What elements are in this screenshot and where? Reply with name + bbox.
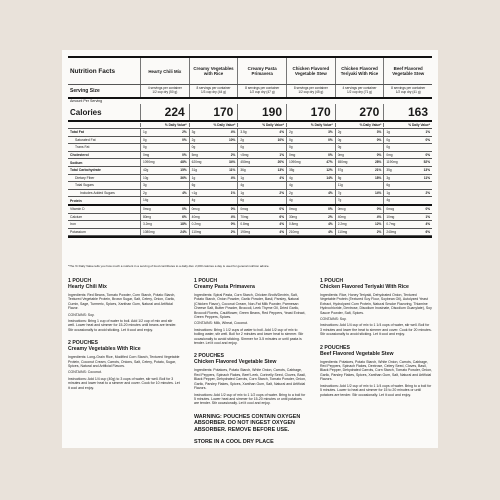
nutrient-amount: 1g [386, 130, 390, 134]
nutrient-amount: 0mg [289, 152, 296, 157]
nutrient-daily-value: 6% [182, 214, 187, 219]
nutrient-label: Total Fat [70, 130, 84, 135]
nutrient-row [68, 144, 432, 152]
nutrient-amount: 3g [143, 183, 147, 188]
nutrient-amount: 4g [191, 198, 196, 203]
nutrient-daily-value: 24% [180, 229, 187, 234]
product-name: Creamy Vegetables with Rice [189, 58, 238, 84]
nutrient-amount: 10g [143, 175, 149, 180]
nutrient-amount: 42g [143, 167, 149, 172]
nutrient-daily-value: 1% [425, 130, 431, 134]
nutrient-daily-value: 52% [423, 160, 431, 165]
nutrient-amount: 40mg [191, 214, 200, 219]
nutrient-label: Calcium [70, 214, 83, 219]
nutrient-amount: 210mg [289, 229, 299, 234]
calories-block [68, 99, 432, 122]
nutrient-amount: 57g [337, 167, 344, 172]
daily-value-header: % Daily Value* [286, 123, 335, 127]
recipe-instructions: Instructions: Bring 1 cup of water to boil. Add 1/2 cup of mix and stir well. Lower heat and simmer for 15-20 minutes until beans are tender. Stir occasionally to avoid sticking. Let it cool and enjoy. [68, 319, 177, 332]
pouch-count: 2 POUCHES [320, 344, 350, 351]
nutrient-label: Includes Added Sugars [80, 191, 115, 196]
nutrient-amount: 650mg [337, 160, 348, 165]
nutrient-amount: 30mg [289, 214, 297, 219]
product-name: Beef Flavored Vegetable Stew [383, 58, 432, 84]
nutrient-amount: 0g [143, 145, 147, 150]
nutrient-amount: 35g [386, 167, 392, 172]
nutrient-amount: 0.8mg [289, 222, 298, 227]
recipe-block [320, 278, 432, 337]
nutrient-daily-value: 4% [279, 222, 285, 227]
nutrient-row [68, 190, 432, 198]
recipe-name: Creamy Vegetables With Rice [68, 346, 141, 353]
nutrient-label: Cholesterol [70, 153, 89, 158]
nutrient-amount: 3.5g [240, 130, 247, 134]
nutrient-row [68, 197, 432, 206]
nutrient-daily-value: 0% [425, 137, 431, 142]
nutrient-amount: 1g [240, 175, 244, 180]
nutrient-daily-value: 0% [182, 137, 187, 142]
recipe-ingredients: Ingredients: Red Beans, Tomato Powder, Corn Starch, Potato Starch, Textured Vegetable Protein, Brown Sugar, Salt, Celery, Onion, Garlic, Cumin, Sage, Turmeric, Spices, Xanthan Gum, Natural and Artificial Flavor. [68, 293, 176, 311]
nutrient-label: Iron [70, 222, 76, 227]
recipe-ingredients: Ingredients: Potatoes, Potato Starch, White Onion, Carrots, Cabbage, Red Peppers, Spinach Flakes, Beef Leek, Corinelly Seed, Cloves, Basil, Black Pepper, Dehydrated Carrots, Corn Starch, Tomato Powder, Onion, Garlic, Parsley Flakes, Spices, Xanthan Gum, Salt, Natural and Artificial Flavors. [194, 368, 306, 391]
nutrient-amount: 0mcg [337, 206, 346, 211]
nutrient-daily-value [261, 144, 286, 151]
nutrient-daily-value: 0% [182, 206, 187, 211]
nutrient-row [68, 229, 432, 237]
nutrient-amount: 10mg [386, 214, 395, 219]
nutrient-daily-value: 0% [376, 137, 382, 142]
nutrient-daily-value: 15% [180, 167, 187, 172]
nutrient-daily-value: 6% [279, 214, 285, 219]
nutrient-daily-value: 2% [230, 152, 236, 157]
nutrient-daily-value: 2% [425, 190, 431, 195]
nutrient-amount: 2g [289, 190, 293, 195]
recipe-name: Chicken Flavored Teriyaki With Rice [320, 284, 409, 290]
nutrient-daily-value: 1% [230, 190, 236, 195]
recipe-block [68, 278, 180, 332]
nutrient-daily-value [407, 144, 432, 151]
nutrient-amount: 2g [289, 130, 293, 134]
nutrient-daily-value [310, 197, 335, 204]
product-name: Creamy Pasta Primavera [237, 58, 286, 84]
recipe-column [68, 278, 180, 445]
nutrient-amount: 2g [337, 130, 342, 134]
nutrient-daily-value: 0% [230, 206, 236, 211]
nutrient-daily-value [261, 182, 286, 189]
nutrient-daily-value [213, 182, 238, 189]
oxygen-absorber-warning: WARNING: POUCHES CONTAIN OXYGEN ABSORBER. DO NOT INGEST OXYGEN ABSORBER. REMOVE BEFORE USE. [194, 413, 301, 433]
nutrient-row [68, 137, 432, 145]
nutrition-header-row [68, 58, 432, 85]
nutrient-amount: 0.2mg [191, 222, 201, 227]
nutrient-amount: 1g [240, 190, 244, 195]
nutrient-daily-value: 2% [230, 229, 236, 234]
nutrient-amount: 31g [191, 167, 197, 172]
nutrient-amount: 70mg [240, 214, 249, 219]
nutrient-row [68, 206, 432, 214]
nutrient-amount: 0mcg [143, 206, 151, 211]
nutrient-daily-value: 4% [328, 229, 333, 234]
nutrient-daily-value: 4% [328, 222, 333, 227]
nutrient-amount: 450mg [240, 160, 251, 165]
nutrient-daily-value: 0% [328, 152, 333, 157]
nutrient-daily-value: 21% [374, 167, 382, 172]
nutrient-daily-value: 18% [374, 175, 382, 180]
nutrient-amount: 36g [240, 167, 246, 172]
nutrient-amount: 0g [289, 137, 293, 142]
recipe-ingredients: Ingredients: Spiral Pasta, Corn Starch, Chicken Broth/Dextrin, Salt, Potato Starch, Onion Powder, Garlic Powder, Basil, Parsley, Natural (Chicken Flavor), Coconut Cream, Non-Fat Milk Powder, Parmesan Cheese Salt, Butter Powder, Broccoli, Leek Thyme Oil, Dried Garlic, Broccoli Florets, Cauliflower, Green Beans, Red Peppers, Yeast Extract, Green Peppers, Spices. [194, 293, 306, 320]
recipe-name: Hearty Chili Mix [68, 284, 107, 290]
pouch-count: 1 POUCH [194, 278, 218, 284]
nutrient-amount: <5mg [240, 152, 249, 157]
serving-info: 8 servings per container 1/2 cup dry (47 g) [237, 85, 286, 97]
nutrient-daily-value: 2% [279, 190, 285, 195]
nutrient-daily-value: 6% [425, 229, 431, 234]
nutrient-daily-value [164, 197, 189, 204]
nutrient-amount: 0g [386, 145, 390, 150]
nutrition-facts-table [68, 56, 432, 238]
nutrient-amount: 6g [191, 183, 196, 188]
nutrient-amount: 2g [240, 137, 244, 142]
recipe-ingredients: Ingredients: Long-Grain Rice, Modified Corn Starch, Textured Vegetable Protein, Coconut Cream, Carrots, Onions, Salt, Celery, Potato, Sugar, Spices, Natural and Artificial Flavors. [68, 355, 180, 369]
nutrient-amount: 7g [337, 198, 342, 203]
nutrient-amount: 6g [386, 183, 390, 188]
nutrient-daily-value: 0% [328, 137, 333, 142]
nutrient-daily-value: 3% [328, 130, 333, 134]
nutrient-daily-value: 11% [423, 175, 431, 180]
nutrient-daily-value: 20% [277, 160, 285, 165]
nutrient-amount: 0g [386, 137, 390, 142]
nutrient-daily-value: 4% [279, 175, 285, 180]
nutrient-daily-value: 11% [229, 167, 236, 172]
nutrient-amount: 0mcg [240, 206, 249, 211]
nutrient-amount: 80mg [143, 214, 151, 219]
nutrient-daily-value: 4% [230, 175, 236, 180]
calories-value: 163 [383, 104, 432, 120]
serving-info: 8 servings per container 1/3 cup dry (44 g) [189, 85, 238, 97]
nutrient-daily-value: 2% [376, 229, 382, 234]
nutrient-daily-value: 1% [279, 152, 285, 157]
nutrition-title: Nutrition Facts [70, 67, 116, 75]
recipe-block [320, 345, 432, 397]
nutrient-amount: 2.2mg [337, 222, 347, 227]
allergen-statement: CONTAINS: Milk, Wheat, Coconut. [194, 321, 249, 326]
nutrient-daily-value: 0% [425, 152, 431, 157]
nutrient-label: Dietary Fiber [75, 175, 95, 180]
nutrient-amount: 110mg [191, 229, 202, 234]
recipe-name: Beef Flavored Vegetable Stew [320, 350, 394, 357]
nutrient-daily-value: 4% [230, 214, 236, 219]
product-name: Hearty Chili Mix [140, 58, 189, 84]
nutrient-daily-value: 0% [328, 206, 333, 211]
calories-value: 170 [189, 104, 238, 120]
nutrient-daily-value [359, 144, 384, 151]
allergen-statement: CONTAINS: Coconut. [68, 370, 102, 375]
nutrient-amount: 5g [337, 175, 342, 180]
nutrient-amount: 190mg [240, 229, 251, 234]
nutrient-daily-value: 2% [182, 130, 187, 134]
nutrient-amount: 0mg [386, 152, 393, 157]
recipe-block [68, 340, 180, 390]
recipe-name: Chicken Flavored Vegetable Stew [194, 359, 277, 366]
label-panel [62, 50, 438, 448]
nutrient-daily-value: 0% [279, 206, 285, 211]
amount-per-serving-label: Amount Per Serving [70, 99, 103, 103]
nutrient-amount: 620mg [191, 160, 202, 165]
nutrient-daily-value: 18% [180, 222, 187, 227]
nutrient-daily-value [164, 144, 189, 151]
calories-value: 170 [286, 104, 335, 120]
recipe-ingredients: Ingredients: Potatoes, Potato Starch, White Onion, Carrots, Cabbage, Red Peppers, Spinach Flakes, Dextrose, Celery Seed, Cloves, Basil, Black Pepper, Dehydrated Carrots, Corn Starch, Tomato Powder, Onion, Garlic, Parsley Flakes, Spices, Xanthan Gum, Salt, Natural and Artificial Flavors. [320, 359, 432, 382]
nutrient-daily-value: 28% [374, 160, 382, 165]
nutrient-amount: 3g [386, 175, 390, 180]
recipe-instructions: Instructions: Add 1/2 cup of mix to 1 1/4 cups of water. Bring to a boil for 5 minutes. Lower to heat and simmer for 15 to 20 minutes or until potatoes are tender. Stir occasionally. Let it cool and enjoy. [320, 383, 432, 397]
recipe-name: Creamy Pasta Primavera [194, 284, 255, 290]
nutrient-daily-value: 0% [376, 152, 382, 157]
nutrient-daily-value: 0% [425, 206, 431, 211]
nutrient-daily-value: 47% [326, 160, 333, 165]
nutrient-daily-value: 12% [326, 167, 333, 172]
nutrient-label: Total Carbohydrate [70, 168, 101, 173]
calories-row [68, 104, 432, 120]
nutrient-daily-value: 4% [230, 130, 236, 134]
nutrient-daily-value: 4% [279, 130, 285, 134]
serving-size-row [68, 85, 432, 99]
calories-value: 270 [335, 104, 384, 120]
nutrient-row [68, 221, 432, 229]
nutrient-amount: 4g [386, 198, 390, 203]
nutrient-daily-value [213, 144, 238, 151]
nutrient-rows [68, 129, 432, 236]
recipe-instructions: Instructions: Add 1/4 cup (40g) to 3 cups of water, stir well. Boil for 3 minutes and lower heat to a simmer and cover. Cook for 10 minutes. Let it cool and enjoy. [68, 376, 180, 390]
nutrient-amount: 14g [143, 198, 149, 203]
nutrient-daily-value [407, 182, 432, 189]
nutrient-daily-value [310, 144, 335, 151]
nutrient-amount: 4g [240, 183, 244, 188]
nutrient-amount: 40mg [337, 214, 346, 219]
nutrient-daily-value: 34% [228, 160, 236, 165]
nutrient-amount: 0mcg [191, 206, 200, 211]
allergen-statement: CONTAINS: Soy. [320, 317, 347, 322]
product-name: Chicken Flavored Vegetable Stew [286, 58, 335, 84]
storage-instructions: STORE IN A COOL DRY PLACE [194, 438, 274, 445]
nutrient-amount: 0g [337, 145, 342, 150]
nutrient-amount: 4g [289, 183, 293, 188]
nutrient-daily-value: 14% [326, 175, 333, 180]
calories-label: Calories [70, 107, 102, 117]
nutrient-label: Total Sugars [75, 183, 94, 188]
nutrient-daily-value: 4% [182, 190, 187, 195]
nutrient-row [68, 175, 432, 183]
nutrient-row [68, 159, 432, 167]
nutrient-amount: 0mg [337, 152, 344, 157]
daily-value-header: % Daily Value* [383, 123, 432, 127]
recipe-block [194, 278, 306, 345]
nutrient-amount: <1g [191, 190, 198, 195]
recipe-instructions: Instructions: Add 1/4 cup of mix to 1 1/4 cups of water, stir well. Boil for 3 minutes and lower the heat to simmer and cover. Cook for 20 minutes. Stir occasionally to avoid sticking. Let it cool and enjoy. [320, 323, 432, 337]
nutrient-row [68, 152, 432, 160]
recipe-instructions: Instructions: Add 1/2 cup of mix to 1 1/2 cups of water. Bring to a boil for 5 minutes. Lower heat and simmer for 15-20 minutes or until potatoes are tender. Stir occasionally. Let it cool and enjoy. [194, 392, 306, 406]
nutrient-amount: 0.7mg [386, 222, 396, 227]
nutrient-amount: 2g [143, 190, 147, 195]
nutrient-amount: 11g [337, 183, 343, 188]
daily-value-header: % Daily Value* [189, 123, 238, 127]
nutrient-daily-value [359, 182, 384, 189]
nutrient-daily-value [261, 197, 286, 204]
nutrient-label: Sodium [70, 160, 83, 165]
recipe-ingredients: Ingredients: Rice, Honey Teriyaki, Dehydrated Onion, Textured Vegetable Protein (Textured Soy Flour, Soybean Oil), Autolyzed Yeast Extract, Hydrolyzed Corn Protein, Natural Smoke Flavoring, Thiamine Hydrochloride, Dextrose, Disodium Inosinate, Disodium Guanylate), Soy Sauce Powder, Salt, Spices. [320, 293, 432, 315]
nutrient-amount: 1g [143, 130, 147, 134]
nutrient-daily-value: 10% [277, 137, 285, 142]
nutrient-amount: 6g [240, 198, 244, 203]
nutrient-daily-value: 4% [376, 214, 382, 219]
nutrient-label: Potassium [70, 230, 86, 235]
nutrient-daily-value: 48% [180, 160, 187, 165]
serving-info: 4 servings per container 1/2 cup dry (50 g) [140, 85, 189, 97]
nutrient-row [68, 167, 432, 175]
nutrient-amount: 7g [337, 190, 342, 195]
nutrient-daily-value: 13% [277, 167, 285, 172]
nutrient-amount: 4g [289, 198, 293, 203]
recipe-column [320, 278, 432, 445]
nutrient-label: Trans Fat [75, 145, 90, 150]
nutrient-amount: 3.2mg [143, 222, 152, 227]
nutrient-amount: 1090mg [143, 160, 155, 165]
nutrient-amount: 1190mg [386, 160, 398, 165]
nutrient-amount: 0g [143, 137, 147, 142]
nutrient-row [68, 182, 432, 190]
allergen-statement: CONTAINS: Soy. [68, 312, 95, 317]
serving-info: 8 servings per container 1/2 cup dry (45 g) [286, 85, 335, 97]
serving-size-label: Serving Size [70, 88, 100, 94]
nutrient-daily-value: 4% [425, 222, 431, 227]
pouch-count: 2 POUCHES [68, 340, 98, 347]
nutrient-daily-value: 4% [328, 190, 333, 195]
nutrient-daily-value: 14% [374, 190, 382, 195]
nutrient-amount: 0.8mg [240, 222, 250, 227]
nutrient-daily-value: 4% [279, 229, 285, 234]
nutrient-amount: 0g [240, 145, 244, 150]
nutrient-amount: 4g [289, 175, 293, 180]
nutrient-daily-value [213, 197, 238, 204]
recipe-instructions: Instructions: Bring 1 1/2 cups of water to boil. Add 1/2 cup of mix to boiling water, stir well. Boil for 2 minutes and lower heat to simmer. Stir occasionally to avoid sticking. Simmer for 3-5 minutes or until pasta is tender. Let it cool and enjoy. [194, 327, 304, 346]
pouch-count: 2 POUCHES [194, 353, 224, 360]
nutrient-amount: 3g [191, 130, 196, 134]
nutrient-label: Saturated Fat [75, 137, 96, 142]
nutrient-amount: 0mcg [289, 206, 297, 211]
nutrient-daily-value: 10% [228, 137, 236, 142]
pouch-count: 1 POUCH [68, 278, 92, 284]
nutrient-daily-value [310, 182, 335, 189]
nutrient-daily-value [359, 197, 384, 204]
nutrient-daily-value: 0% [376, 206, 382, 211]
nutrient-label: Vitamin D [70, 207, 85, 212]
nutrient-daily-value: 13% [423, 167, 431, 172]
pouch-count: 1 POUCH [320, 278, 344, 284]
daily-value-header: % Daily Value* [237, 123, 286, 127]
daily-value-header-row [68, 122, 432, 129]
daily-value-footnote: *The % Daily Value tells you how much a nutrient in a serving of food contributes to a daily diet. 2,000 calories a day is used for general nutrition advice. [68, 264, 270, 268]
nutrient-daily-value: 3% [376, 130, 382, 134]
product-name: Chicken Flavored Teriyaki With Rice [335, 58, 384, 84]
nutrient-amount: 1g [386, 190, 390, 195]
nutrient-daily-value: 12% [374, 222, 382, 227]
nutrient-amount: 0g [191, 145, 196, 150]
nutrient-daily-value: 36% [180, 175, 187, 180]
nutrient-amount: 0g [337, 137, 342, 142]
nutrient-amount: 0g [289, 145, 293, 150]
nutrient-label: Protein [70, 198, 82, 203]
nutrient-amount: 1080mg [143, 229, 155, 234]
nutrient-row [68, 214, 432, 222]
calories-value: 190 [237, 104, 286, 120]
nutrient-amount: 0mg [143, 152, 150, 157]
nutrient-amount: 35g [289, 167, 295, 172]
daily-value-header: % Daily Value* [140, 123, 189, 127]
nutrient-daily-value: 0% [182, 152, 187, 157]
nutrient-amount: 1g [191, 175, 196, 180]
nutrient-daily-value: 2% [328, 214, 333, 219]
recipe-block [194, 353, 306, 405]
nutrient-row [68, 129, 432, 137]
recipes-section [68, 278, 432, 445]
serving-info: 4 servings per container 1/2 cup dry (71 g) [335, 85, 384, 97]
calories-value: 224 [140, 104, 189, 120]
nutrient-amount: 110mg [337, 229, 348, 234]
nutrient-amount: 5mg [191, 152, 198, 157]
nutrient-daily-value: 0% [230, 222, 236, 227]
serving-info: 8 servings per container 1/2 cup dry (41 g) [383, 85, 432, 97]
nutrient-daily-value: 1% [425, 214, 431, 219]
nutrient-amount: 2g [191, 137, 196, 142]
nutrient-daily-value [164, 182, 189, 189]
nutrient-amount: 240mg [386, 229, 397, 234]
nutrient-daily-value [407, 197, 432, 204]
recipe-column [194, 278, 306, 445]
nutrient-amount: 1090mg [289, 160, 301, 165]
nutrient-amount: 0mcg [386, 206, 395, 211]
daily-value-header: % Daily Value* [335, 123, 384, 127]
